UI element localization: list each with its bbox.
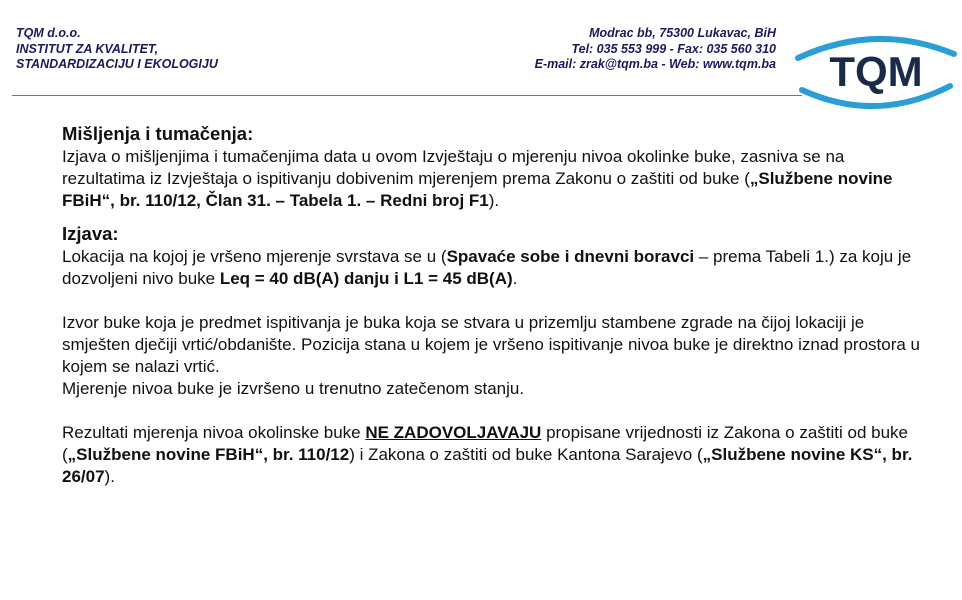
logo-text: TQM bbox=[829, 48, 923, 95]
measurement-paragraph: Mjerenje nivoa buke je izvršeno u trenutno zatečenom stanju. bbox=[62, 379, 525, 398]
header-divider bbox=[12, 95, 802, 96]
tqm-logo bbox=[788, 28, 962, 112]
institute-line-2: STANDARDIZACIJU I EKOLOGIJU bbox=[16, 57, 218, 71]
location-paragraph: Lokacija na kojoj je vršeno mjerenje svrstava se u (Spavaće sobe i dnevni boravci – prema Tabeli 1.) za koju je dozvoljeni nivo buke Leq = 40 dB(A) danju i L1 = 45 dB(A). bbox=[62, 247, 912, 288]
institute-line-1: INSTITUT ZA KVALITET, bbox=[16, 41, 159, 56]
phone-fax: Tel: 035 553 999 - Fax: 035 560 310 bbox=[571, 41, 776, 56]
results-paragraph: Rezultati mjerenja nivoa okolinske buke NE ZADOVOLJAVAJU propisane vrijednosti iz Zakona o zaštiti od buke („Službene novine FBiH“, br. 110/12) i Zakona o zaštiti od buke Kantona Sarajevo („Službene novine KS“, br. 26/07). bbox=[62, 423, 913, 486]
contact-info bbox=[535, 26, 776, 73]
noise-source-paragraph: Izvor buke koja je predmet ispitivanja je buka koja se stvara u prizemlju stambene zgrade na čijoj lokaciji je smješten dječiji vrtić/obdanište. Pozicija stana u kojem je vršeno ispitivanje nivoa buke je direktno iznad prostora u kojem se nalazi vrtić. bbox=[62, 313, 920, 376]
company-name: TQM d.o.o. bbox=[16, 26, 81, 40]
section-title-statement: Izjava: bbox=[62, 223, 119, 244]
email-web: E-mail: zrak@tqm.ba - Web: www.tqm.ba bbox=[534, 57, 776, 71]
address: Modrac bb, 75300 Lukavac, BiH bbox=[589, 26, 776, 40]
section-title-opinions: Mišljenja i tumačenja: bbox=[62, 123, 254, 144]
document-body bbox=[62, 122, 920, 488]
company-info bbox=[16, 26, 218, 73]
opinions-paragraph: Izjava o mišljenjima i tumačenjima data u ovom Izvještaju o mjerenju nivoa okolinke buke, zasniva se na rezultatima iz Izvještaja o ispitivanju dobivenim mjerenjem prema Zakonu o zaštiti od buke („Službene novine FBiH“, br. 110/12, Član 31. – Tabela 1. – Redni broj F1). bbox=[62, 147, 893, 210]
